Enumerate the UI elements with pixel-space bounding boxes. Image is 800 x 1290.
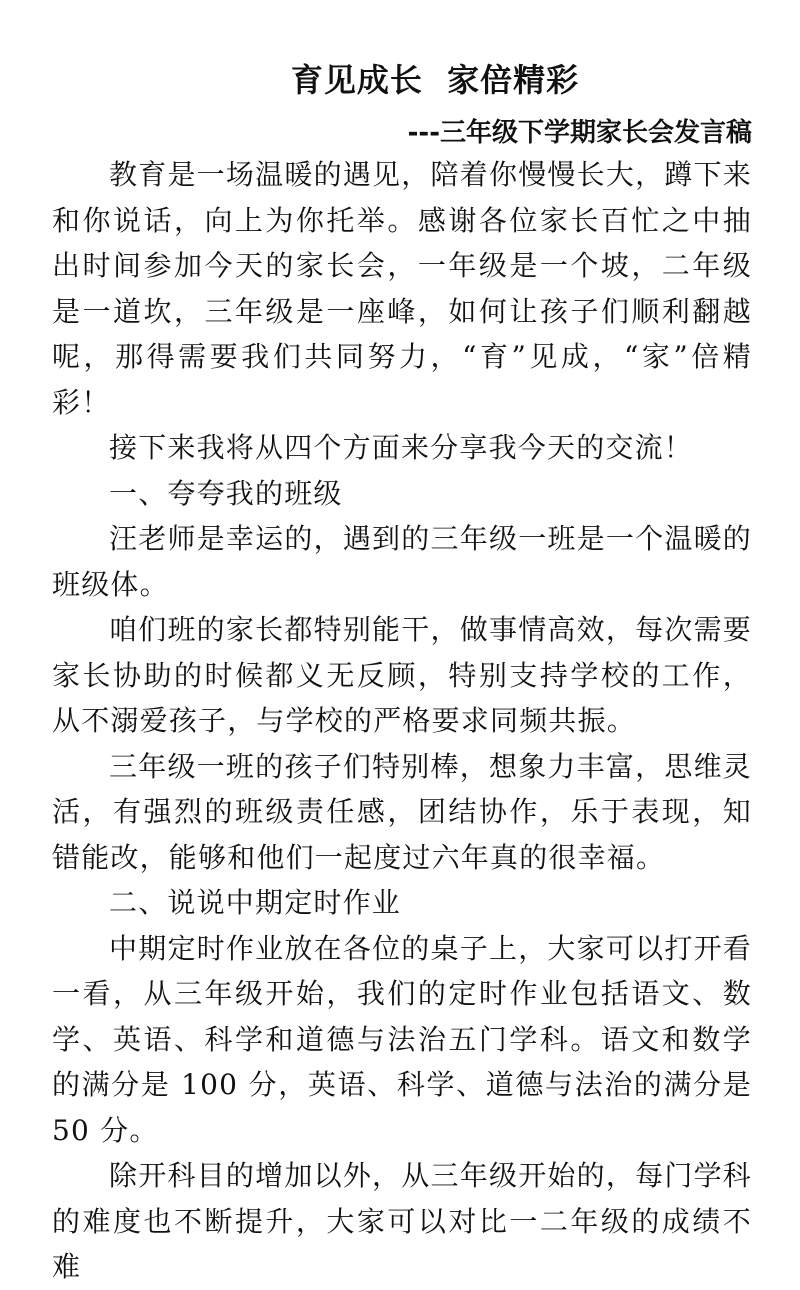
paragraph-homework-2: 除开科目的增加以外，从三年级开始的，每门学科的难度也不断提升，大家可以对比一二年级的成绩不难 xyxy=(52,1159,752,1283)
document-subtitle: ---三年级下学期家长会发言稿 xyxy=(407,118,752,148)
paragraph-intro: 教育是一场温暖的遇见，陪着你慢慢长大，蹲下来和你说话，向上为你托举。感谢各位家长百忙之中抽出时间参加今天的家长会，一年级是一个坡，二年级是一道坎，三年级是一座峰，如何让孩子们顺利翻越呢，那得需要我们共同努力，“育”见成，“家”倍精彩！ xyxy=(52,158,752,419)
section-heading-class: 一、夸夸我的班级 xyxy=(109,476,343,510)
paragraph-class-1: 汪老师是幸运的，遇到的三年级一班是一个温暖的班级体。 xyxy=(52,522,752,601)
document-title: 育见成长 家倍精彩 xyxy=(290,61,580,99)
section-heading-homework: 二、说说中期定时作业 xyxy=(109,886,402,919)
document-body xyxy=(52,152,752,1290)
paragraph-homework-1: 中期定时作业放在各位的桌子上，大家可以打开看一看，从三年级开始，我们的定时作业包括语文、数学、英语、科学和道德与法治五门学科。语文和数学的满分是 100 分，英语、科学、道德与法治的满分是 50 分。 xyxy=(52,931,752,1147)
paragraph-overview: 接下来我将从四个方面来分享我今天的交流！ xyxy=(109,431,694,464)
paragraph-class-2: 咱们班的家长都特别能干，做事情高效，每次需要家长协助的时候都义无反顾，特别支持学校的工作，从不溺爱孩子，与学校的严格要求同频共振。 xyxy=(52,613,752,737)
paragraph-class-3: 三年级一班的孩子们特别棒，想象力丰富，思维灵活，有强烈的班级责任感，团结协作，乐于表现，知错能改，能够和他们一起度过六年真的很幸福。 xyxy=(52,749,752,874)
